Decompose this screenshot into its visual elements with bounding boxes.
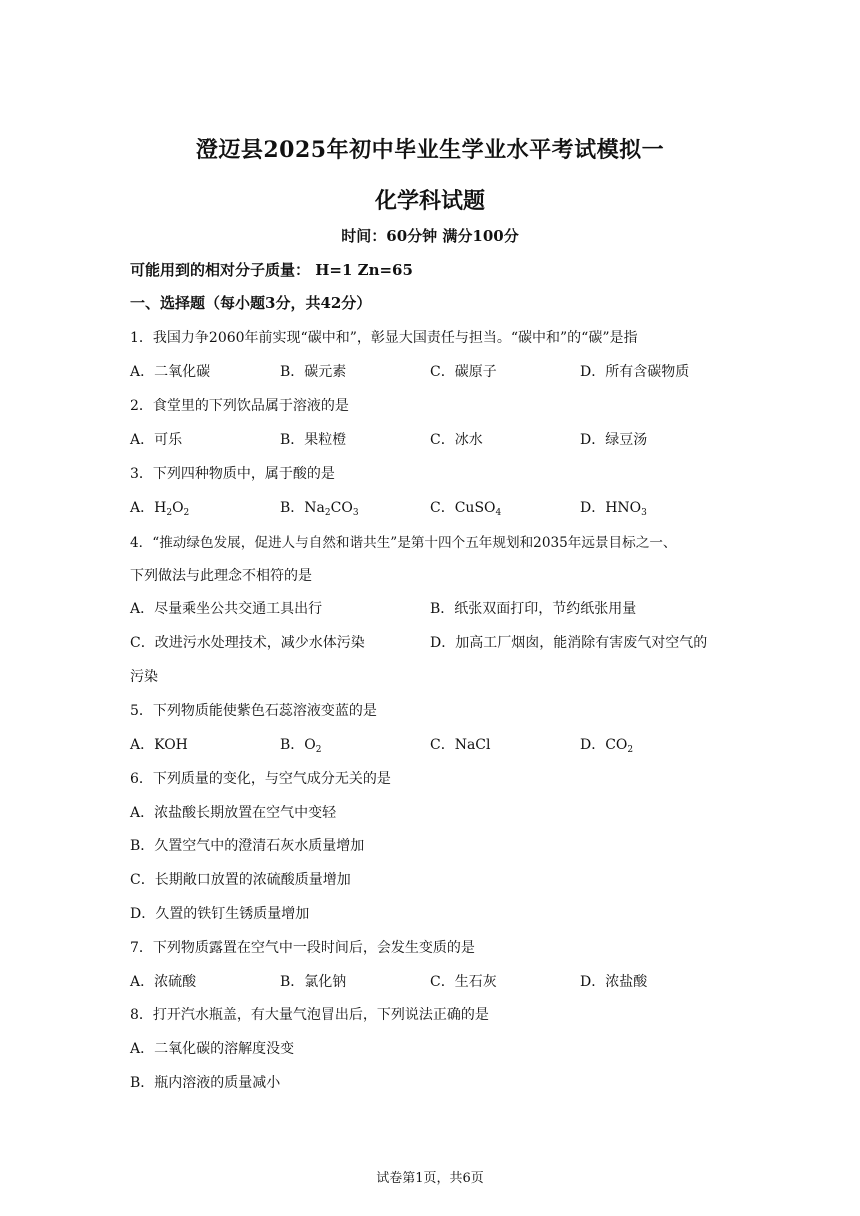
question-5-option-a: A．KOH [130,737,188,753]
question-2-option-a: A．可乐 [130,432,183,448]
question-6-option-c: C．长期敞口放置的浓硫酸质量增加 [130,872,351,888]
question-3-option-b: B．$Na_2CO_3$ [280,500,359,518]
question-2-option-c: C．冰水 [430,432,483,448]
question-7-option-d: D．浓盐酸 [580,974,648,990]
atomic-mass-info: 可能用到的相对分子质量： H=1 Zn=65 [130,261,413,279]
section-heading: 一、选择题（每小题3分，共42分） [130,294,372,312]
page-footer: 试卷第1页，共6页 [376,1171,484,1186]
question-3-option-a: A．$H_2O_2$ [130,500,190,518]
question-6-option-d: D．久置的铁钉生锈质量增加 [130,906,310,922]
question-7-option-c: C．生石灰 [430,974,497,990]
question-6-stem: 6．下列质量的变化，与空气成分无关的是 [130,771,391,787]
question-8-option-a: A．二氧化碳的溶解度没变 [130,1041,295,1057]
question-1-option-b: B．碳元素 [280,364,347,380]
time-info: 时间：60分钟 满分100分 [341,227,519,245]
question-4-option-d: D．加高工厂烟囱，能消除有害废气对空气的 [430,635,708,651]
question-5-option-b: B．$O_2$ [280,737,322,755]
question-1-stem: 1．我国力争2060年前实现“碳中和”，彰显大国责任与担当。“碳中和”的“碳”是指 [130,330,638,346]
question-7-option-b: B．氯化钠 [280,974,347,990]
question-5-stem: 5．下列物质能使紫色石蕊溶液变蓝的是 [130,703,377,719]
question-4-option-d-continued: 污染 [130,669,158,685]
question-4-option-a: A．尽量乘坐公共交通工具出行 [130,601,323,617]
question-3-stem: 3．下列四种物质中，属于酸的是 [130,466,335,482]
exam-title: 澄迈县2025年初中毕业生学业水平考试模拟一 [195,137,665,163]
question-6-option-b: B．久置空气中的澄清石灰水质量增加 [130,838,365,854]
question-6-option-a: A．浓盐酸长期放置在空气中变轻 [130,805,337,821]
question-8-stem: 8．打开汽水瓶盖，有大量气泡冒出后，下列说法正确的是 [130,1007,489,1023]
question-3-option-c: C．CuSO$_4$ [430,500,502,518]
question-4-option-c: C．改进污水处理技术，减少水体污染 [130,635,365,651]
question-4-stem-line2: 下列做法与此理念不相符的是 [130,568,312,584]
question-1-option-d: D．所有含碳物质 [580,364,690,380]
question-5-option-d: D．$CO_2$ [580,737,634,755]
question-1-option-a: A．二氧化碳 [130,364,211,380]
question-5-option-c: C．NaCl [430,737,491,753]
question-2-stem: 2．食堂里的下列饮品属于溶液的是 [130,398,349,414]
question-7-stem: 7．下列物质露置在空气中一段时间后，会发生变质的是 [130,940,475,956]
question-4-stem-line1: 4．“推动绿色发展，促进人与自然和谐共生”是第十四个五年规划和2035年远景目标之一、 [130,535,677,551]
question-4-option-b: B．纸张双面打印，节约纸张用量 [430,601,637,617]
question-8-option-b: B．瓶内溶液的质量减小 [130,1075,281,1091]
question-2-option-b: B．果粒橙 [280,432,347,448]
question-7-option-a: A．浓硫酸 [130,974,197,990]
exam-subtitle: 化学科试题 [374,188,485,214]
question-1-option-c: C．碳原子 [430,364,497,380]
question-3-option-d: D．$HNO_3$ [580,500,647,518]
question-2-option-d: D．绿豆汤 [580,432,648,448]
